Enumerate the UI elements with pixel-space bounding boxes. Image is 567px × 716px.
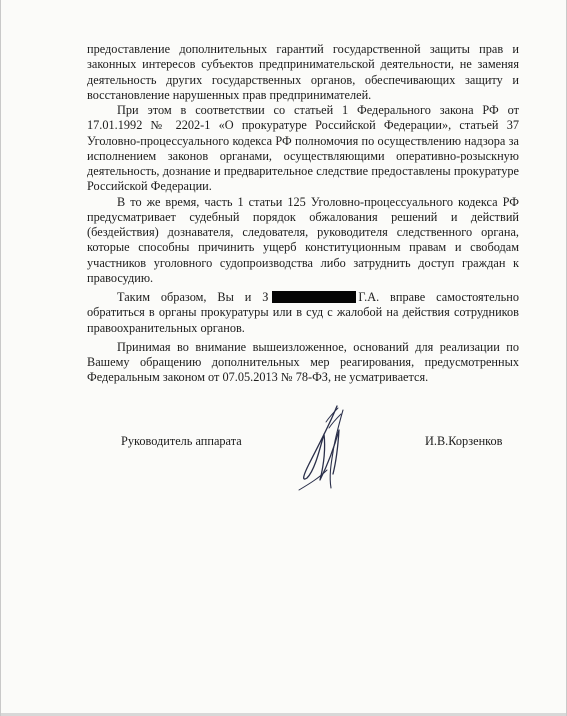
paragraph-prosecutor-supervision: При этом в соответствии со статьей 1 Федерального закона РФ от 17.01.1992 № 2202-1 «О прокуратуре Российской Федерации», статьей 37 Уголовно-процессуального кодекса РФ полномочия по осуществлению надзора за исполнением законов органами, осуществляющими оперативно-розыскную деятельность, дознание и предварительное следствие предоставлены прокуратуре Российской Федерации. (87, 103, 519, 194)
signature-stroke-loop (330, 410, 343, 488)
signature-stroke-main (304, 406, 339, 480)
conclusion-text-start: Таким образом, Вы и З (117, 290, 269, 304)
redacted-surname (272, 291, 356, 303)
conclusion-text-end: Г.А. вправе самостоятельно обратиться в органы прокуратуры или в суд с жалобой на действия сотрудников правоохранительных органов. (87, 290, 520, 335)
signatory-position: Руководитель аппарата (121, 434, 242, 448)
paragraph-guarantees: предоставление дополнительных гарантий государственной защиты прав и законных интересов субъектов предпринимательской деятельности, не заменяя деятельность других государственных органов, обеспечивающих защиту и восстановление нарушенных прав предпринимателей. (87, 42, 519, 102)
signatory-name: И.В.Корзенков (425, 434, 503, 448)
handwritten-signature (293, 404, 355, 492)
paragraph-decision: Принимая во внимание вышеизложенное, оснований для реализации по Вашему обращению дополнительных мер реагирования, предусмотренных Федеральным законом от 07.05.2013 № 78-ФЗ, не усматривается. (87, 339, 519, 385)
letter-body (87, 42, 519, 386)
paragraph-conclusion (87, 290, 519, 336)
paragraph-court-appeal: В то же время, часть 1 статьи 125 Уголовно-процессуального кодекса РФ предусматривает судебный порядок обжалования решений и действий (бездействия) дознавателя, следователя, руководителя следственного органа, которые способны причинить ущерб конституционным правам и свободам участников уголовного судопроизводства либо затруднить доступ граждан к правосудию. (87, 194, 519, 285)
